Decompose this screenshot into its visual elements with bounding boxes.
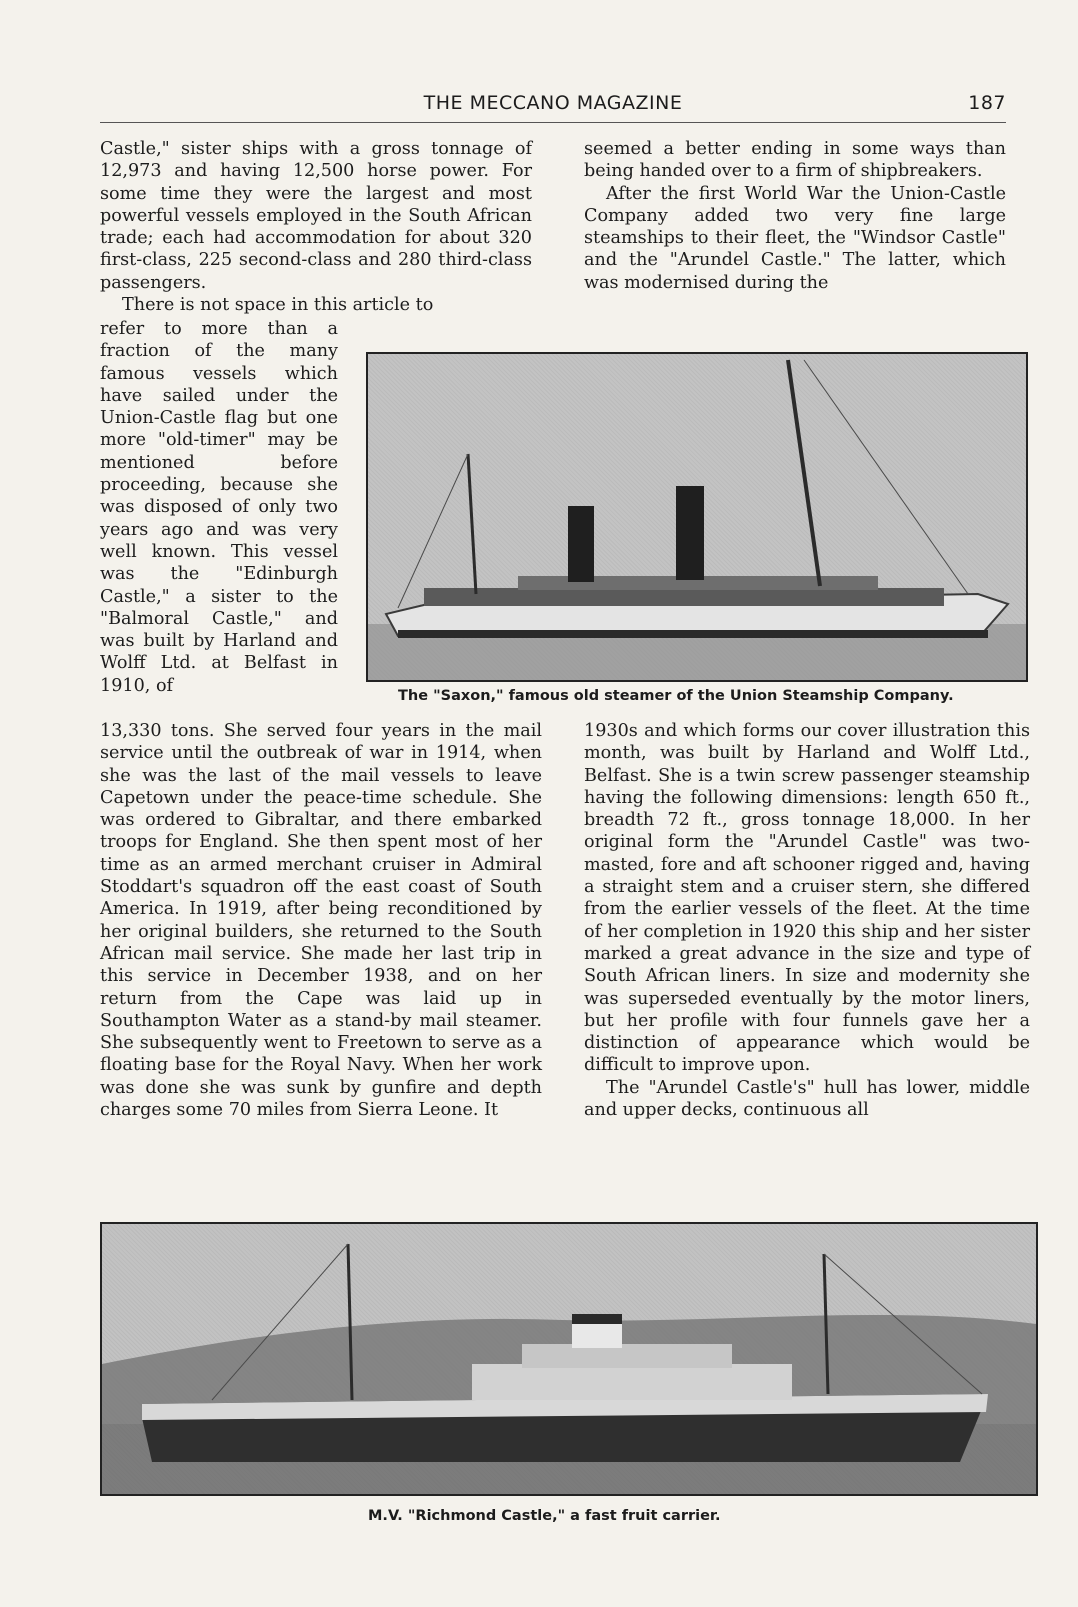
saxon-photo xyxy=(366,352,1028,682)
running-head xyxy=(100,88,1006,123)
column-left-bottom xyxy=(100,720,542,1121)
paragraph: refer to more than a fraction of the many famous vessels which have sailed under the Union-Castle flag but one more "old-timer" may be mentioned before proceeding, because she was disposed of only two years ago and was very well known. This vessel was the "Edinburgh Castle," a sister to the "Balmoral Castle," and was built by Harland and Wolff Ltd. at Belfast in 1910, of xyxy=(100,319,338,696)
saxon-caption: The "Saxon," famous old steamer of the Union Steamship Company. xyxy=(398,688,954,704)
paragraph: After the first World War the Union-Castle Company added two very fine large steamships to their fleet, the "Windsor Castle" and the "Arundel Castle." The latter, which was modernised during the xyxy=(584,183,1006,293)
column-right-top xyxy=(584,138,1006,294)
motor-vessel-illustration xyxy=(102,1224,1036,1494)
paragraph: Castle," sister ships with a gross tonnage of 12,973 and having 12,500 horse power. For some time they were the largest and most powerful vessels employed in the South African trade; each had accommodation for about 320 first-class, 225 second-class and 280 third-class passengers. xyxy=(100,139,532,293)
paragraph: The "Arundel Castle's" hull has lower, middle and upper decks, continuous all xyxy=(584,1077,1030,1121)
richmond-castle-caption: M.V. "Richmond Castle," a fast fruit carrier. xyxy=(368,1508,721,1524)
paragraph: There is not space in this article to xyxy=(122,295,434,316)
richmond-castle-photo xyxy=(100,1222,1038,1496)
paragraph: 13,330 tons. She served four years in the mail service until the outbreak of war in 1914, when she was the last of the mail vessels to leave Capetown under the peace-time schedule. She was ordered to Gibraltar, and there embarked troops for England. She then spent most of her time as an armed merchant cruiser in Admiral Stoddart's squadron off the east coast of South America. In 1919, after being reconditioned by her original builders, she returned to the South African mail service. She made her last trip in this service in December 1938, and on her return from the Cape was laid up in Southampton Water as a stand-by mail steamer. She subsequently went to Freetown to serve as a floating base for the Royal Navy. When her work was done she was sunk by gunfire and depth charges some 70 miles from Sierra Leone. It xyxy=(100,721,542,1121)
page-number: 187 xyxy=(968,92,1006,114)
column-right-bottom xyxy=(584,720,1030,1121)
paragraph: 1930s and which forms our cover illustration this month, was built by Harland and Wolff Ltd., Belfast. She is a twin screw passenger steamship having the following dimensions: length 650 ft., breadth 72 ft., gross tonnage 18,000. In her original form the "Arundel Castle" was two-masted, fore and aft schooner rigged and, having a straight stem and a cruiser stern, she differed from the earlier vessels of the fleet. At the time of her completion in 1920 this ship and her sister marked a great advance in the size and type of South African liners. In size and modernity she was superseded eventually by the motor liners, but her profile with four funnels gave her a distinction of appearance which would be difficult to improve upon. xyxy=(584,721,1030,1076)
paragraph: seemed a better ending in some ways than being handed over to a firm of shipbreakers. xyxy=(584,139,1006,182)
magazine-title: THE MECCANO MAGAZINE xyxy=(423,92,683,114)
column-narrow xyxy=(100,318,338,697)
column-left-top xyxy=(100,138,532,316)
steamship-illustration xyxy=(368,354,1026,680)
